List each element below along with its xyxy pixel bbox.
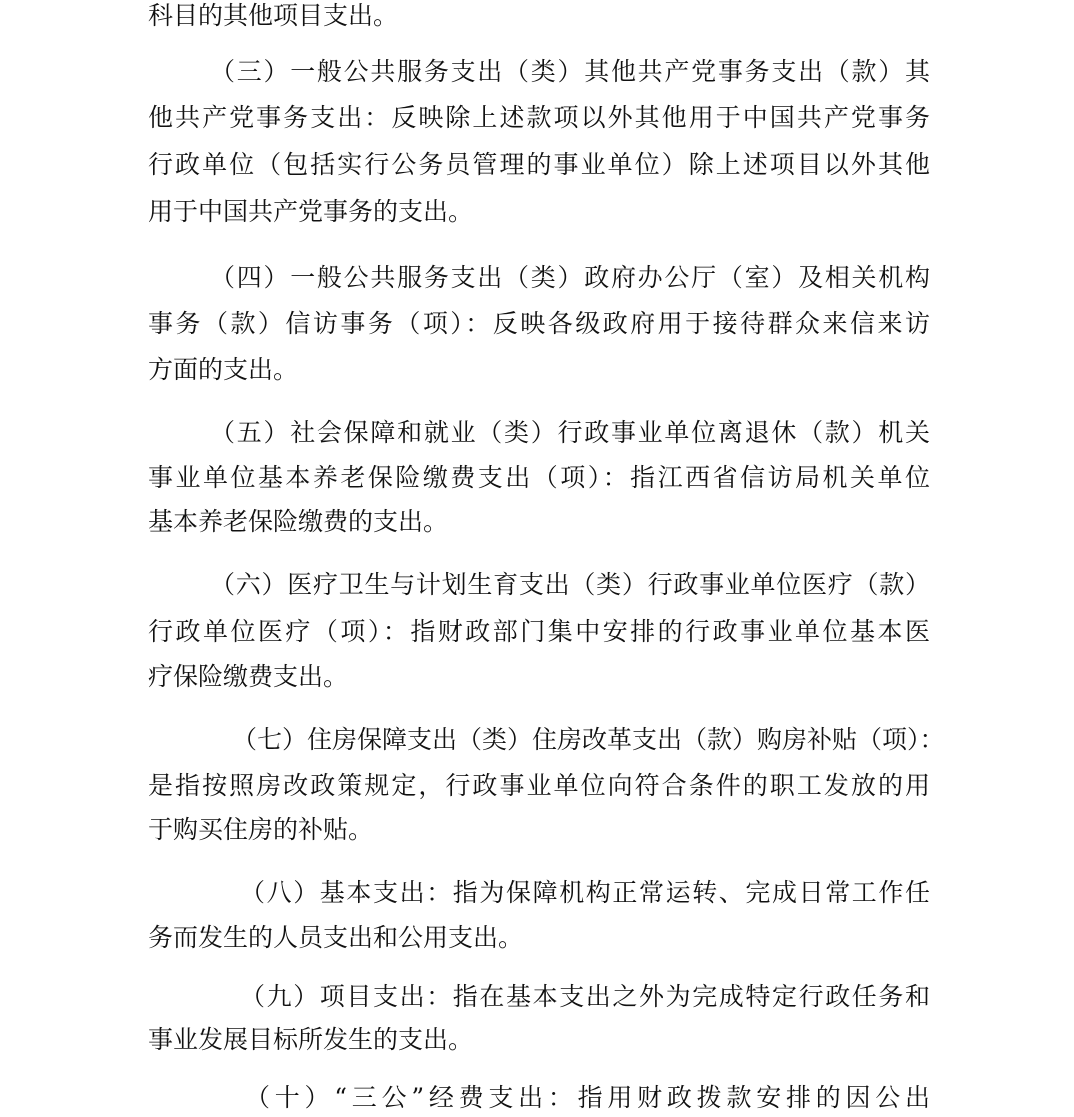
paragraph-8-line: （八）基本支出：指为保障机构正常运转、完成日常工作任: [240, 878, 932, 907]
paragraph-7-line: （七）住房保障支出（类）住房改革支出（款）购房补贴（项）：: [232, 725, 945, 754]
paragraph-3-line: 行政单位（包括实行公务员管理的事业单位）除上述项目以外其他: [148, 150, 933, 179]
paragraph-7-line: 是指按照房改政策规定，行政事业单位向符合条件的职工发放的用: [148, 771, 933, 800]
paragraph-3-line: （三）一般公共服务支出（类）其他共产党事务支出（款）其: [210, 57, 932, 86]
text-line: 科目的其他项目支出。: [148, 1, 399, 30]
paragraph-5-line: （五）社会保障和就业（类）行政事业单位离退休（款）机关: [210, 418, 932, 447]
paragraph-5-line: 基本养老保险缴费的支出。: [148, 507, 449, 536]
paragraph-8-line: 务而发生的人员支出和公用支出。: [148, 923, 524, 952]
paragraph-5-line: 事业单位基本养老保险缴费支出（项）：指江西省信访局机关单位: [148, 463, 933, 492]
paragraph-6-line: 行政单位医疗（项）：指财政部门集中安排的行政事业单位基本医: [148, 617, 933, 646]
paragraph-4-line: 方面的支出。: [148, 355, 299, 384]
paragraph-3-line: 他共产党事务支出：反映除上述款项以外其他用于中国共产党事务: [148, 103, 933, 132]
paragraph-10-line: （十）“三公”经费支出：指用财政拨款安排的因公出: [245, 1083, 935, 1112]
paragraph-4-line: 事务（款）信访事务（项）：反映各级政府用于接待群众来信来访: [148, 309, 933, 338]
paragraph-7-line: 于购买住房的补贴。: [148, 815, 374, 844]
paragraph-6-line: （六）医疗卫生与计划生育支出（类）行政事业单位医疗（款）: [210, 570, 931, 599]
paragraph-4-line: （四）一般公共服务支出（类）政府办公厅（室）及相关机构: [210, 263, 932, 292]
paragraph-9-line: 事业发展目标所发生的支出。: [148, 1025, 474, 1054]
paragraph-3-line: 用于中国共产党事务的支出。: [148, 197, 474, 226]
paragraph-6-line: 疗保险缴费支出。: [148, 662, 349, 691]
paragraph-9-line: （九）项目支出：指在基本支出之外为完成特定行政任务和: [240, 982, 932, 1011]
